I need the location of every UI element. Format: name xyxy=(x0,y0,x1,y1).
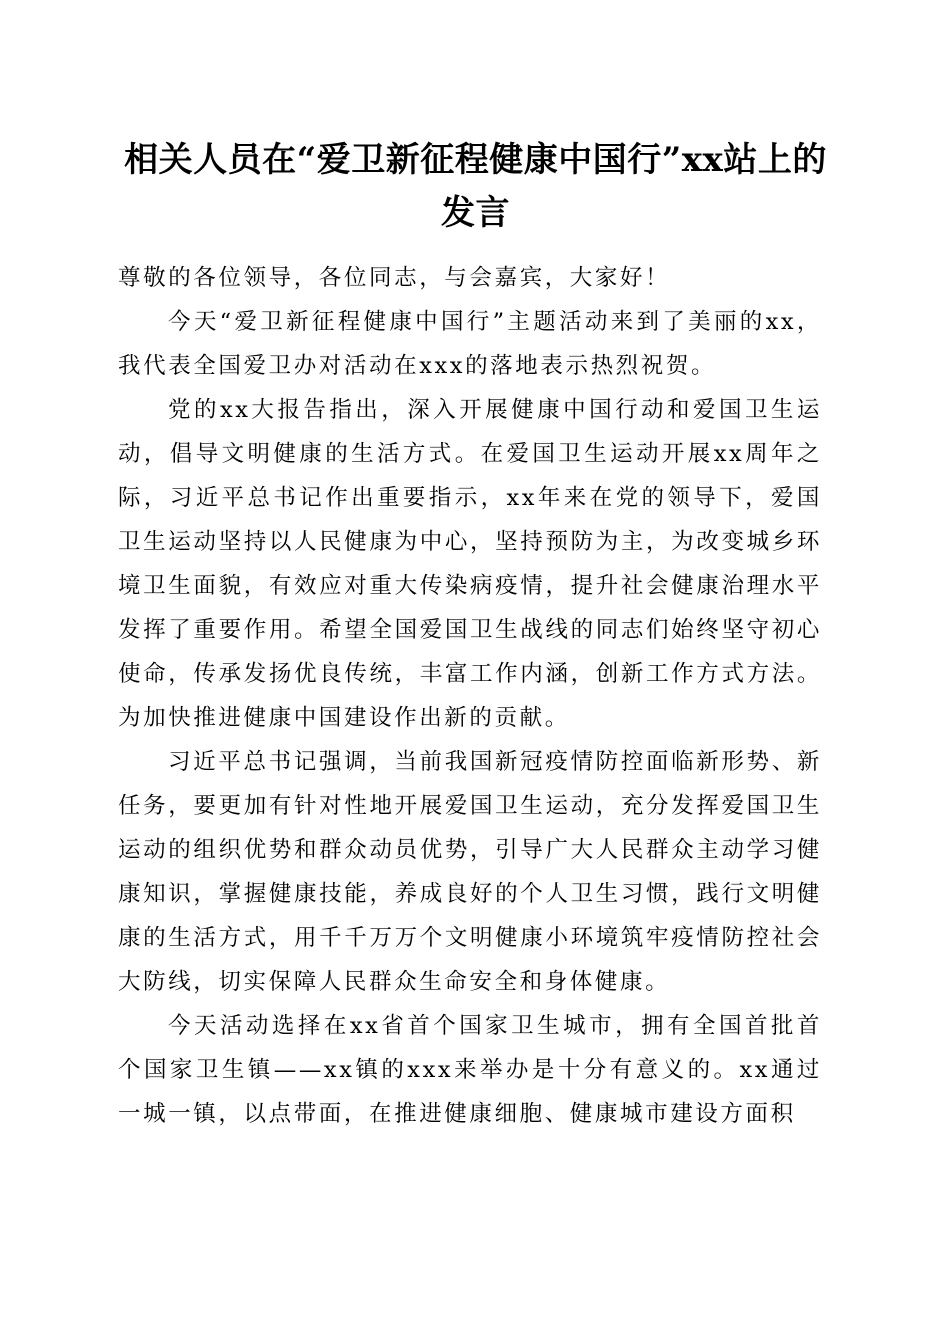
greeting-paragraph: 尊敬的各位领导，各位同志，与会嘉宾，大家好！ xyxy=(118,265,671,291)
document-body xyxy=(118,256,822,1136)
body-paragraph: 党的xx大报告指出，深入开展健康中国行动和爱国卫生运动，倡导文明健康的生活方式。在爱国卫生运动开展xx周年之际，习近平总书记作出重要指示，xx年来在党的领导下，爱国卫生运动坚持以人民健康为中心，坚持预防为主，为改变城乡环境卫生面貌，有效应对重大传染病疫情，提升社会健康治理水平发挥了重要作用。希望全国爱国卫生战线的同志们始终坚守初心使命，传承发扬优良传统，丰富工作内涵，创新工作方式方法。为加快推进健康中国建设作出新的贡献。 xyxy=(118,397,822,731)
body-paragraph: 今天“爱卫新征程健康中国行”主题活动来到了美丽的xx，我代表全国爱卫办对活动在xxx的落地表示热烈祝贺。 xyxy=(118,309,822,379)
document-title: 相关人员在“爱卫新征程健康中国行”xx站上的发言 xyxy=(124,140,827,233)
body-paragraph: 今天活动选择在xx省首个国家卫生城市，拥有全国首批首个国家卫生镇——xx镇的xxx来举办是十分有意义的。xx通过一城一镇，以点带面，在推进健康细胞、健康城市建设方面积 xyxy=(118,1013,822,1127)
body-paragraph: 习近平总书记强调，当前我国新冠疫情防控面临新形势、新任务，要更加有针对性地开展爱国卫生运动，充分发挥爱国卫生运动的组织优势和群众动员优势，引导广大人民群众主动学习健康知识，掌握健康技能，养成良好的个人卫生习惯，践行文明健康的生活方式，用千千万万个文明健康小环境筑牢疫情防控社会大防线，切实保障人民群众生命安全和身体健康。 xyxy=(118,749,822,995)
